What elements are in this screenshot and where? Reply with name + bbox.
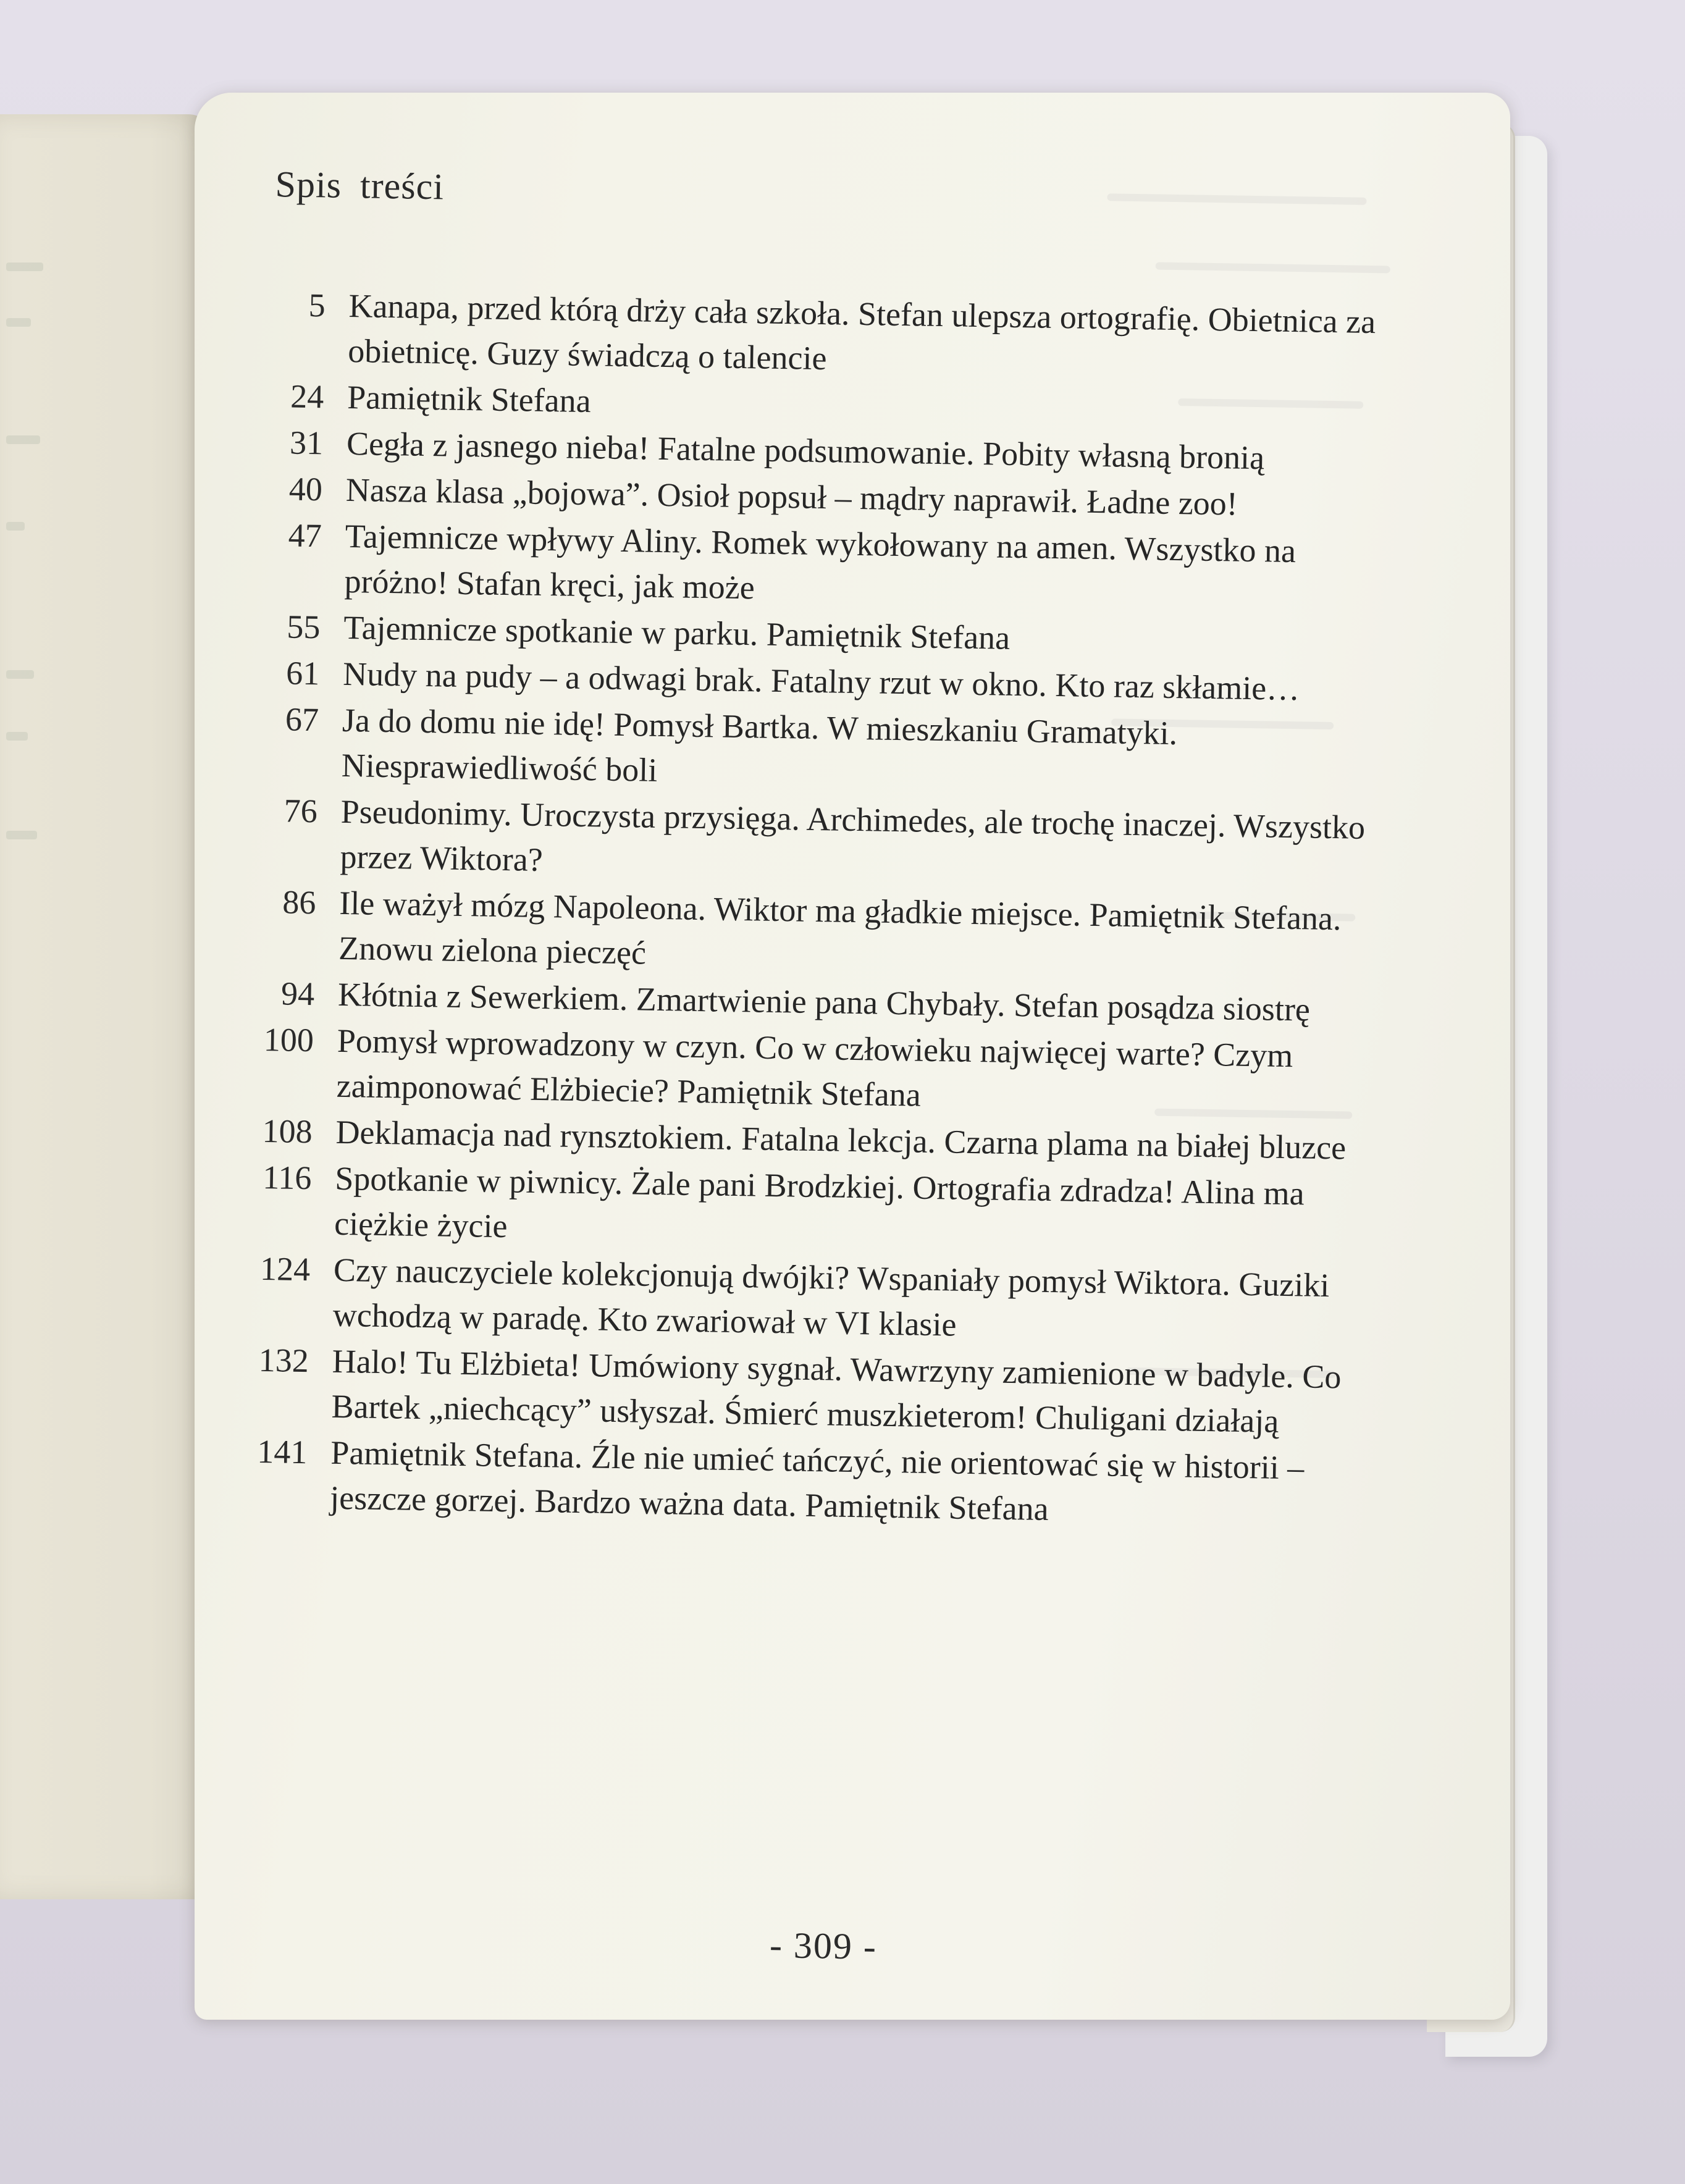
toc-entry-text: Ile ważył mózg Napoleona. Wiktor ma gładkie miejsce. Pamiętnik Stefana. Znowu zielona pieczęć — [338, 884, 1342, 972]
page-content — [195, 93, 1510, 2020]
toc-entry-page: 141 — [256, 1432, 308, 1471]
toc-entry-text: Deklamacja nad rynsztokiem. Fatalna lekcja. Czarna plama na białej bluzce — [335, 1113, 1347, 1167]
toc-entry — [195, 1154, 1413, 1263]
toc-entry-text: Pamiętnik Stefana. Źle nie umieć tańczyć, nie orientować się w historii – jeszcze gorzej. Bardzo ważna data. Pamiętnik Stefana — [329, 1434, 1305, 1527]
toc-entry-page: 31 — [289, 424, 324, 462]
toc-entry-text: Tajemnicze spotkanie w parku. Pamiętnik Stefana — [343, 608, 1011, 657]
toc-entry-page: 67 — [285, 700, 319, 739]
left-facing-page — [0, 114, 213, 1899]
toc-entry-page: 94 — [280, 975, 315, 1013]
toc-entry-text: Halo! Tu Elżbieta! Umówiony sygnał. Wawrzyny zamienione w badyle. Co Bartek „niechcący” usłyszał. Śmierć muszkieterom! Chuligani działają — [331, 1342, 1342, 1440]
toc-entry-text: Cegła z jasnego nieba! Fatalne podsumowanie. Pobity własną bronią — [346, 424, 1265, 477]
toc-entry-text: Pseudonimy. Uroczysta przysięga. Archimedes, ale trochę inaczej. Wszystko przez Wiktora? — [340, 792, 1366, 879]
toc-entry-page: 40 — [288, 470, 323, 508]
page-title: Spis treści — [275, 164, 445, 208]
toc-entry-page: 24 — [290, 377, 324, 416]
toc-entry — [195, 281, 1427, 390]
toc-entry-page: 86 — [282, 883, 316, 922]
toc-entry — [195, 1428, 1409, 1537]
toc-entry-page: 108 — [262, 1112, 313, 1151]
toc-entry-text: Nasza klasa „bojowa”. Osioł popsuł – mądry naprawił. Ładne zoo! — [345, 471, 1238, 523]
book-page — [195, 93, 1510, 2020]
toc-entry-page: 5 — [308, 286, 326, 324]
toc-entry-text: Ja do domu nie idę! Pomysł Bartka. W mieszkaniu Gramatyki. Niesprawiedliwość boli — [341, 701, 1178, 789]
toc-entry-text: Tajemnicze wpływy Aliny. Romek wykołowany na amen. Wszystko na próżno! Stafan kręci, jak może — [344, 517, 1296, 607]
toc-entry-text: Pamiętnik Stefana — [347, 378, 592, 420]
toc-entry — [195, 1337, 1410, 1446]
toc-entry-text: Pomysł wprowadzony w czyn. Co w człowieku najwięcej warte? Czym zaimponować Elżbiecie? Pamiętnik Stefana — [336, 1022, 1293, 1114]
toc-entry-page: 116 — [262, 1158, 312, 1197]
toc-entry — [195, 511, 1423, 621]
toc-entry — [195, 1245, 1411, 1354]
toc-entry-page: 55 — [286, 608, 321, 646]
toc-entry — [195, 1016, 1415, 1125]
page-number: - 309 - — [769, 1924, 878, 1967]
toc-entry-page: 76 — [284, 792, 318, 830]
table-of-contents — [195, 281, 1427, 1539]
toc-entry — [195, 695, 1420, 805]
toc-entry-text: Nudy na pudy – a odwagi brak. Fatalny rzut w okno. Kto raz skłamie… — [342, 655, 1300, 708]
toc-entry-page: 47 — [288, 516, 322, 555]
toc-entry-text: Czy nauczyciele kolekcjonują dwójki? Wspaniały pomysł Wiktora. Guziki wchodzą w paradę. Kto zwariował w VI klasie — [332, 1251, 1330, 1343]
toc-entry-text: Kłótnia z Sewerkiem. Zmartwienie pana Chybały. Stefan posądza siostrę — [337, 975, 1311, 1028]
toc-entry-page: 100 — [263, 1020, 314, 1059]
toc-entry — [195, 787, 1419, 896]
toc-entry-page: 124 — [259, 1250, 311, 1288]
toc-entry — [195, 878, 1418, 988]
toc-entry-text: Kanapa, przed którą drży cała szkoła. Stefan ulepsza ortografię. Obietnica za obietnicę. Guzy świadczą o talencie — [347, 287, 1376, 377]
toc-entry-page: 132 — [258, 1341, 309, 1380]
toc-entry-text: Spotkanie w piwnicy. Żale pani Brodzkiej. Ortografia zdradza! Alina ma ciężkie życie — [334, 1159, 1305, 1245]
toc-entry-page: 61 — [285, 654, 320, 692]
